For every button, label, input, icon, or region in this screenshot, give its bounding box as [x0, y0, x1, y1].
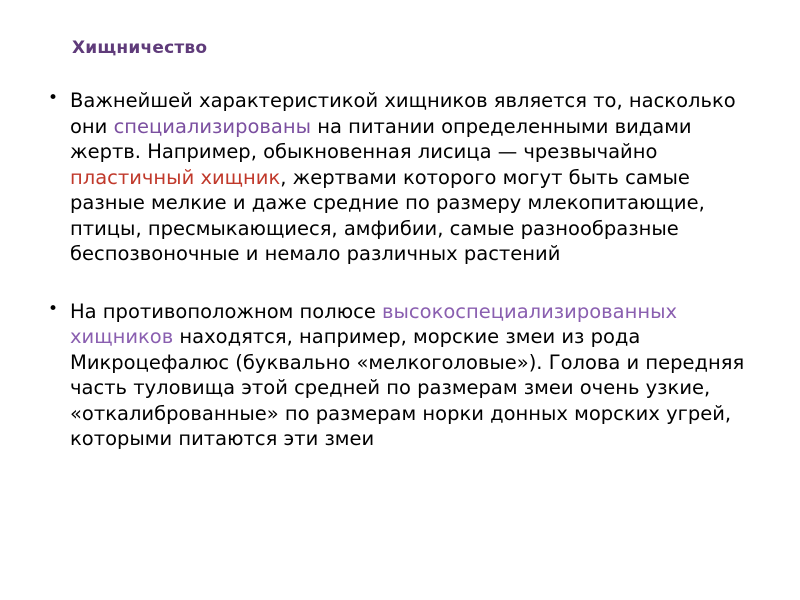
list-item [40, 88, 760, 267]
text-run: Важнейшей характеристикой хищников является то, насколько они [70, 89, 736, 138]
text-run: специализированы [113, 114, 311, 138]
text-run: На противоположном полюсе [70, 299, 383, 323]
text-run: высокоспециализированных хищников [70, 299, 678, 349]
bullet-1-text [70, 89, 736, 265]
text-run: находятся, например, морские змеи из рода Микроцефалюс (буквально «мелкоголовые»). Голова и передняя часть туловища этой средней по размерам змеи очень узкие, «откалиброванные» по размерам норки донных морских угрей, которыми питаются эти змеи [70, 325, 745, 451]
text-run: пластичный хищник [70, 165, 281, 189]
bullet-list [40, 88, 760, 452]
list-item [40, 299, 760, 452]
page-title: Хищничество [72, 38, 208, 58]
bullet-2-text [70, 300, 744, 451]
text-run: , жертвами которого могут быть самые разные мелкие и даже средние по размеру млекопитающие, птицы, пресмыкающиеся, амфибии, самые разнообразные беспозвоночные и немало различных растений [70, 165, 705, 266]
text-run: на питании определенными видами жертв. Например, обыкновенная лисица — чрезвычайно [70, 114, 692, 164]
